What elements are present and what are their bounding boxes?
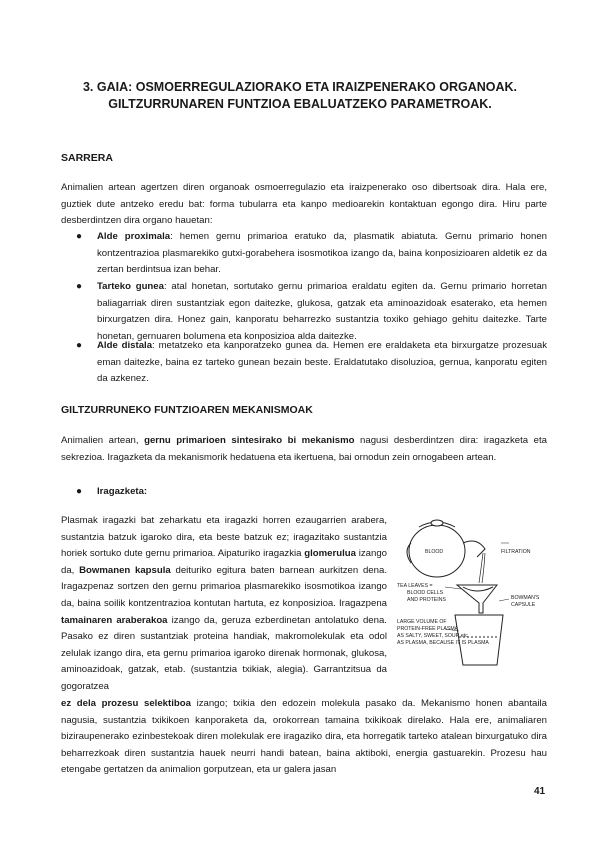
bullet-icon: ●: [76, 340, 83, 351]
list-item: ● Alde proximala: hemen gernu primarioa eratuko da, plasmatik abiatuta. Gernu primario honen kontzentrazioa plasmarekiko gutxi-gorabehera isosmotikoa izango da, baina konposizioaren aldetik ez da zertan berdintsua izan behar.: [76, 231, 547, 276]
label-and-proteins: AND PROTEINS: [407, 597, 446, 603]
label-capsule: CAPSULE: [511, 602, 536, 608]
title-line-2: GILTZURRUNAREN FUNTZIOA EBALUATZEKO PARAMETROAK.: [108, 97, 492, 111]
teapot-icon: [407, 520, 485, 577]
funnel-icon: [457, 585, 497, 613]
sarrera-intro: Animalien artean agertzen diren organoak osmoerregulazio eta iraizpenerako oso dibertsoak dira. Hala ere, guztiek dute antzeko eredu bat: forma tubularra eta kanpo medioarekin kontaktuan egongo dira. Hiru parte desberdintzen dira organo hauetan:: [61, 182, 547, 227]
label-large-1: LARGE VOLUME OF: [397, 619, 447, 625]
label-blood: BLOOD: [425, 549, 444, 555]
label-large-3: AS SALTY, SWEET, SOUR etc: [397, 633, 468, 639]
list-item: ● Tarteko gunea: atal honetan, sortutako gernu primarioa eraldatu egiten da. Gernu primario horretan baliagarriak diren sustantziak egon daitezke, glukosa, gatzak eta aminoazidoak esaterako, eta hemen birxurgatzen dira. Honez gain, kanporatu beharrezko sustantzia toxiko gehiago gehitu daitezke. Tarte honetan, gernuaren bolumena eta konposizioa alda daitezke.: [76, 281, 547, 342]
bullet-icon: ●: [76, 486, 83, 497]
label-tea-leaves: TEA LEAVES =: [397, 583, 433, 589]
iragazketa-paragraph-full: ez dela prozesu selektiboa izango; txikia den edozein molekula pasako da. Mekanismo honen abantaila nagusia, sustantzia txikikoen kanporaketa da, orokorrean tamaina txikikoak direlako. Hala ere, animaliaren biziraupenerako ezinbestekoak diren molekulak ere iragaziko dira, eta horregatik tarteko atalean birxurgatuko dira beharrezkoak diren sustantzia hauek neurri handi batean, baina aktiboki, energia gastuarekin. Prozesu hau etengabe gertatzen da animalion gorputzean, eta ur galera jasan: [61, 698, 547, 776]
label-blood-cells: BLOOD CELLS: [407, 590, 444, 596]
title-line-1: 3. GAIA: OSMOERREGULAZIORAKO ETA IRAIZPENERAKO ORGANOAK.: [82, 80, 518, 94]
mekanismoak-paragraph: Animalien artean, gernu primarioen sintesirako bi mekanismo nagusi desberdintzen dira: iragazketa eta sekrezioa. Iragazketa da mekanismorik hedatuena eta ikertuena, bai ornodun zein ornogabeen artean.: [61, 435, 548, 463]
page-number: 41: [534, 786, 546, 797]
label-bowmans: BOWMAN'S: [511, 595, 540, 601]
label-large-2: PROTEIN-FREE PLASMA: [397, 626, 459, 632]
mekanismoak-heading: GILTZURRUNEKO FUNTZIOAREN MEKANISMOAK: [61, 404, 313, 416]
label-large-4: AS PLASMA, BECAUSE IT IS PLASMA: [397, 640, 489, 646]
list-item: ● Alde distala: metatzeko eta kanporatzeko gunea da. Hemen ere eraldaketa eta birxurgatze prozesuak eman daitezke, baina ez tarteko gunean bezain beste. Eraldatutako disoluzioa, gernua, kanporatu egiten da azkenez.: [76, 340, 547, 385]
sarrera-heading: SARRERA: [61, 152, 113, 164]
iragazketa-bullet: ● Iragazketa:: [97, 484, 547, 501]
pour-stream: [479, 553, 485, 583]
iragazketa-paragraph-wrapped: Plasmak iragazki bat zeharkatu eta iragazki horren ezaugarrien arabera, sustantzia batzuk igaroko dira, eta beste batzuk ez; iragazitako sustantzia horiek sortuko dute gernu primarioa. Aipaturiko iragazkia glomerulua izango da, Bowmanen kapsula deituriko egitura baten barnean aurkitzen dena. Iragazpenaz sortzen den gernu primarioa plasmarekiko isosmotikoa izango da, baina soilik kontzentrazioa kontutan hartuta, ez konposizioa. Iragazpena tamainaren araberakoa izango da, geruza ezberdinetan antolatuko dena. Pasako ez diren sustantziak proteina handiak, makromolekulak eta odol zelulak izango dira, eta gernu primarioa igaroko direnak hormonak, glukosa, aminoazidoak, gatzak, etab. (sustantzia txikiak, alegia). Garrantzitsua da gogoratzea: [61, 515, 388, 692]
chapter-title: [0, 79, 600, 113]
filtration-figure: [397, 513, 557, 673]
figure-leader-lines: [445, 543, 509, 631]
bullet-icon: ●: [76, 281, 83, 292]
bullet-icon: ●: [76, 231, 83, 242]
label-filtration: FILTRATION: [501, 549, 531, 555]
